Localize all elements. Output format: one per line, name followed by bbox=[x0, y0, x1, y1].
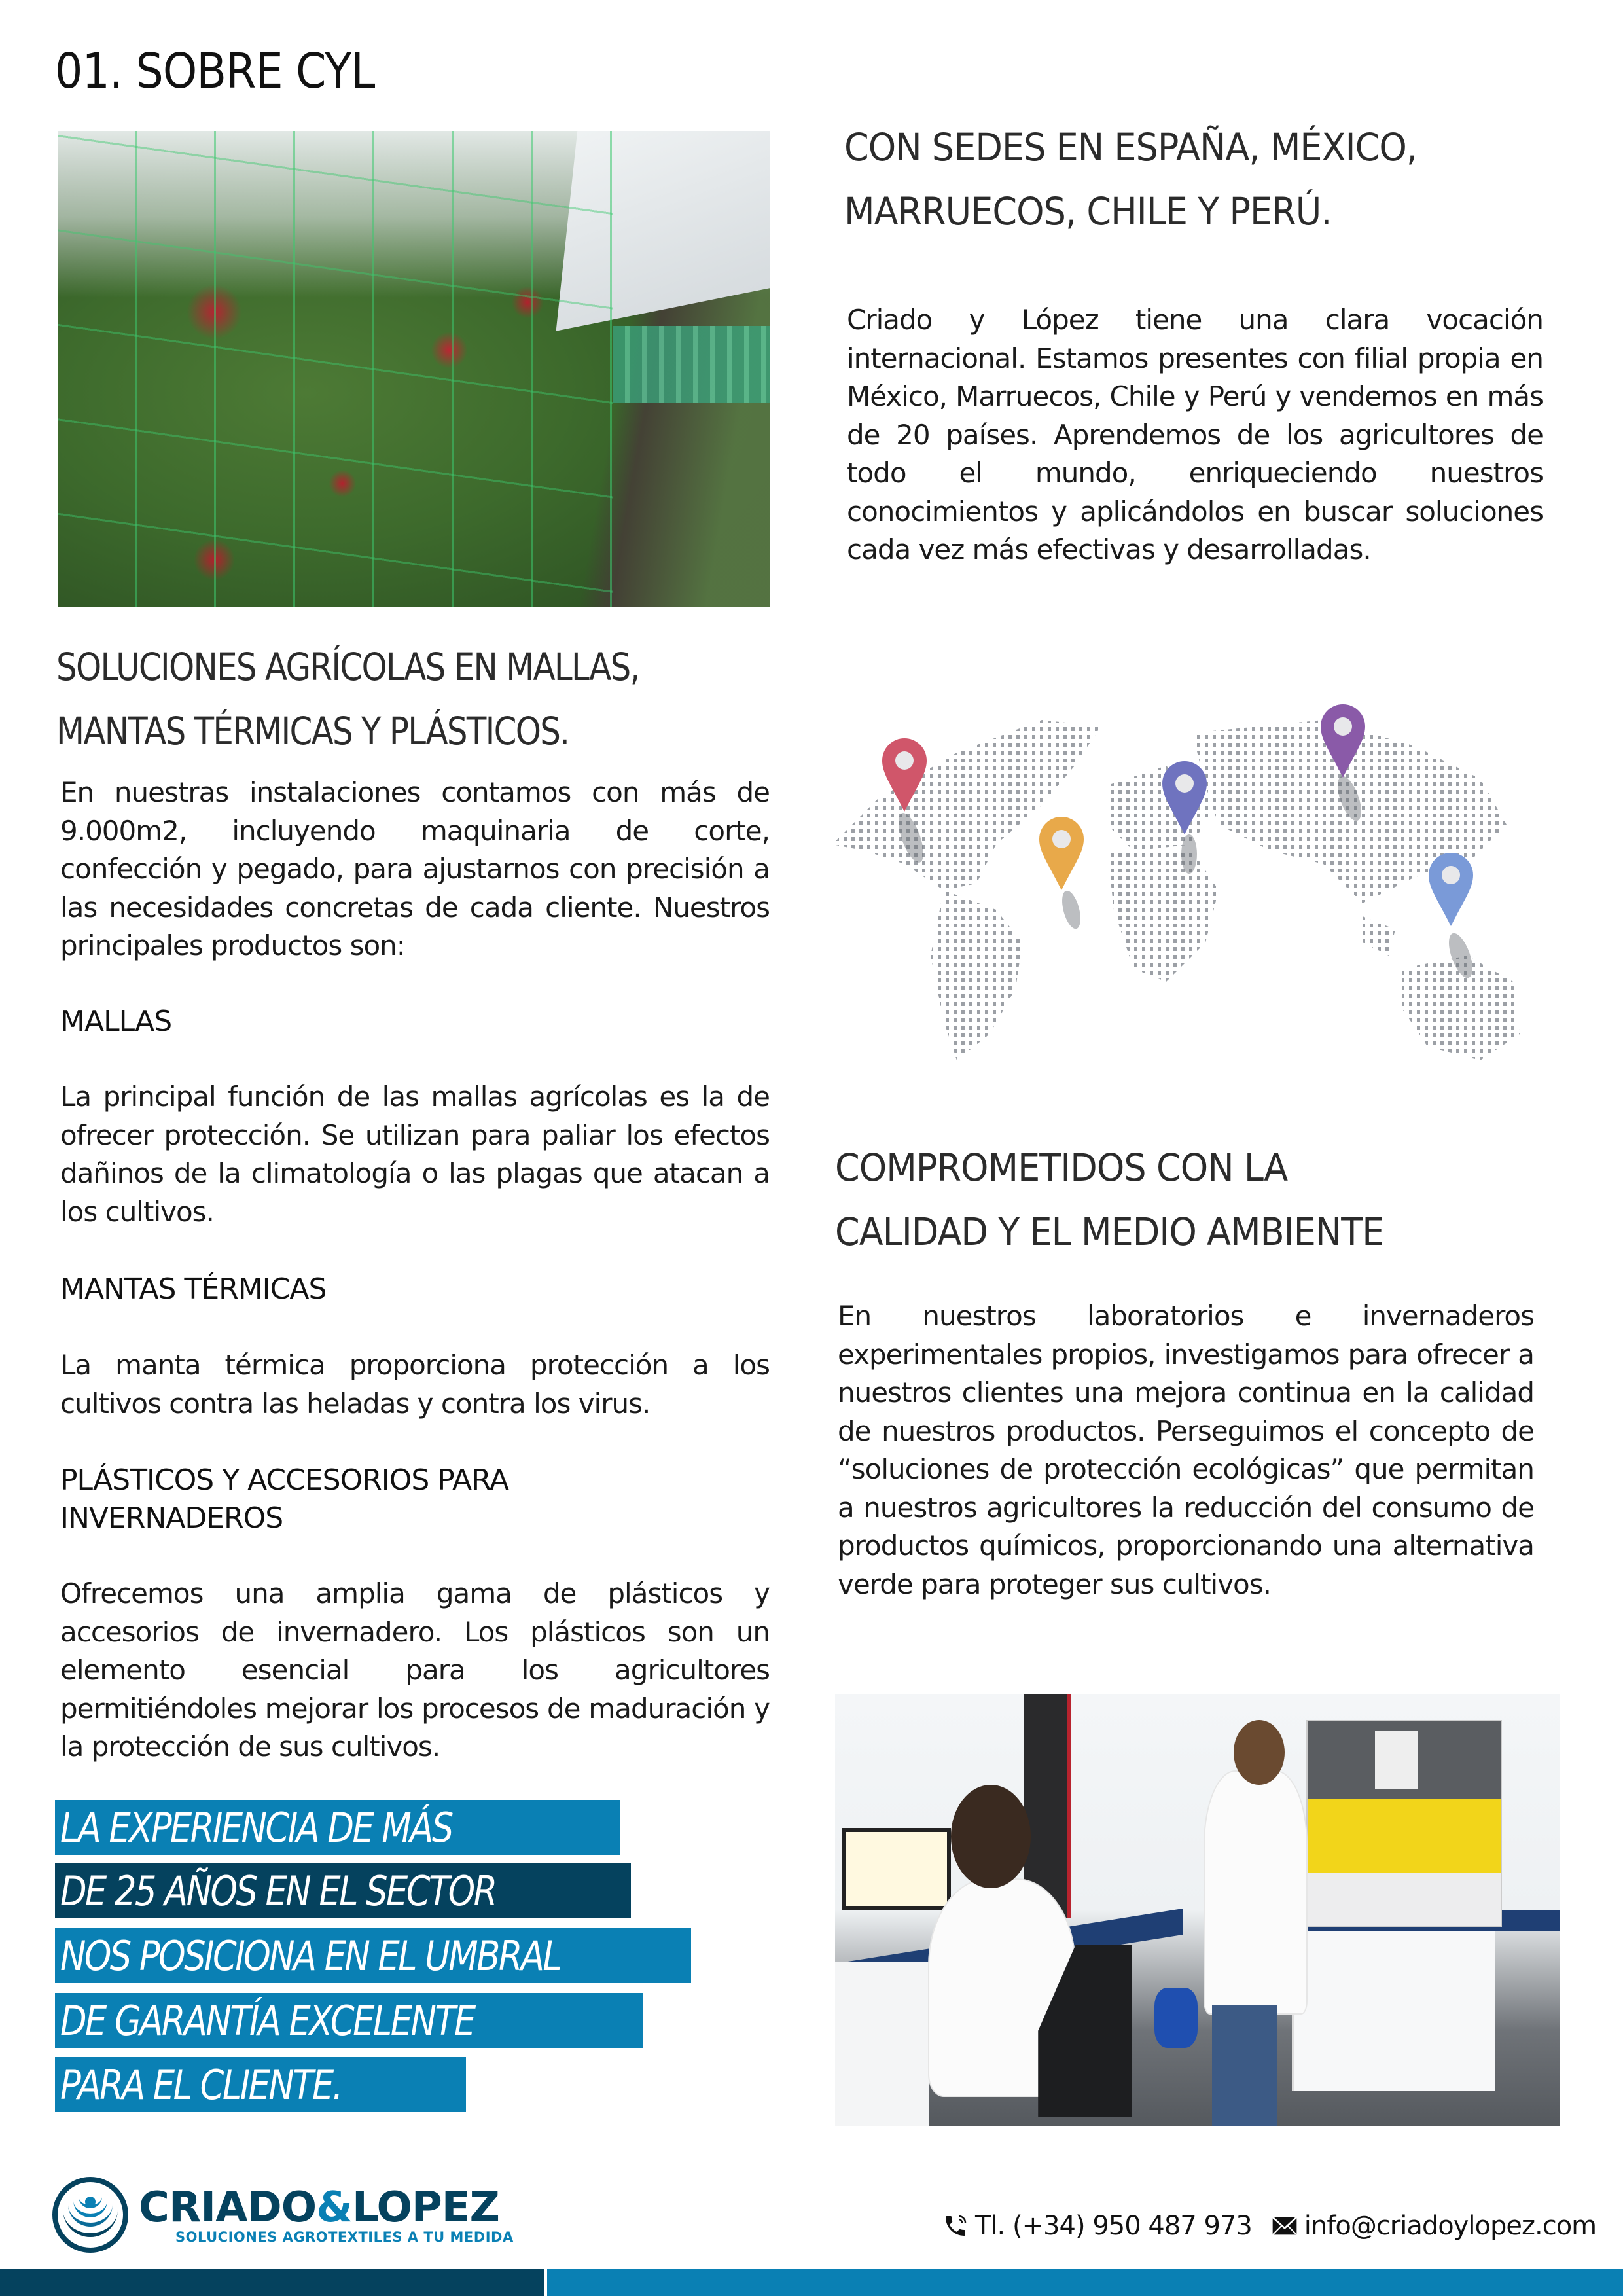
technician-standing-hair bbox=[1234, 1720, 1285, 1785]
sedes-heading bbox=[844, 115, 1520, 243]
lab-cabinet-left bbox=[835, 1962, 929, 2126]
logo-ampersand: & bbox=[316, 2183, 352, 2232]
greenhouse-green-fence bbox=[613, 326, 770, 402]
product-title-mallas: MALLAS bbox=[60, 1005, 172, 1038]
computer-monitor bbox=[842, 1828, 951, 1910]
logo-name-left: CRIADO bbox=[139, 2183, 317, 2232]
callout-line-3: NOS POSICIONA EN EL UMBRAL bbox=[60, 1931, 561, 1980]
comprometidos-heading-line-1: COMPROMETIDOS CON LA bbox=[835, 1145, 1288, 1190]
soluciones-heading-line-1: SOLUCIONES AGRÍCOLAS EN MALLAS, bbox=[56, 645, 639, 689]
page-title: 01. SOBRE CYL bbox=[55, 43, 375, 99]
callout-band-5 bbox=[55, 2057, 466, 2112]
contact-info bbox=[942, 2211, 1616, 2241]
technician-seated-hair bbox=[951, 1785, 1031, 1888]
envelope-icon bbox=[1272, 2213, 1298, 2239]
logo-name bbox=[139, 2185, 514, 2231]
pin-south-america-icon bbox=[1039, 817, 1084, 931]
company-logo bbox=[51, 2176, 514, 2254]
footer-bar-light bbox=[547, 2269, 1623, 2296]
footer-bar-dark bbox=[0, 2269, 544, 2296]
logo-wordmark bbox=[139, 2185, 514, 2245]
comprometidos-body: En nuestros laboratorios e invernaderos experimentales propios, investigamos para ofrecer a nuestros clientes una mejora continua en la calidad de nuestros productos. Perseguimos el concepto de “soluciones de protección ecológicas” que permitan a nuestros agricultores la reducción del consumo de productos químicos, proporcionando una alternativa verde para proteger sus cultivos. bbox=[838, 1300, 1534, 1600]
sedes-heading-line-2: MARRUECOS, CHILE Y PERÚ. bbox=[844, 189, 1332, 234]
callout-line-5: PARA EL CLIENTE. bbox=[60, 2060, 342, 2109]
phone-icon bbox=[942, 2213, 969, 2239]
tester-yellow-door bbox=[1308, 1799, 1501, 1873]
weathering-tester bbox=[1306, 1720, 1502, 1928]
callout-band-1 bbox=[55, 1800, 620, 1855]
sedes-heading-line-1: CON SEDES EN ESPAÑA, MÉXICO, bbox=[844, 125, 1418, 170]
soluciones-heading bbox=[56, 635, 709, 763]
contact-phone[interactable] bbox=[942, 2211, 1252, 2241]
logo-rings-icon bbox=[51, 2176, 130, 2254]
logo-name-right: LOPEZ bbox=[351, 2183, 499, 2232]
world-map-illustration bbox=[826, 694, 1533, 1086]
callout-line-4: DE GARANTÍA EXCELENTE bbox=[60, 1996, 474, 2045]
email-address: info@criadoylopez.com bbox=[1304, 2211, 1597, 2241]
soluciones-heading-line-2: MANTAS TÉRMICAS Y PLÁSTICOS. bbox=[56, 709, 569, 753]
callout-line-2: DE 25 AÑOS EN EL SECTOR bbox=[60, 1867, 496, 1915]
contact-email[interactable] bbox=[1272, 2211, 1596, 2241]
product-description-mallas: La principal función de las mallas agrícolas es la de ofrecer protección. Se utilizan para paliar los efectos dañinos de la climatología o las plagas que atacan a los cultivos. bbox=[60, 1081, 770, 1228]
logo-tagline: SOLUCIONES AGROTEXTILES A TU MEDIDA bbox=[175, 2229, 514, 2245]
callout-band-3 bbox=[55, 1928, 691, 1983]
phone-number: Tl. (+34) 950 487 973 bbox=[975, 2211, 1252, 2241]
comprometidos-heading-line-2: CALIDAD Y EL MEDIO AMBIENTE bbox=[835, 1210, 1384, 1254]
product-title-plasticos: PLÁSTICOS Y ACCESORIOS PARA INVERNADEROS bbox=[60, 1463, 509, 1535]
trellis-net bbox=[58, 131, 613, 607]
lab-photo bbox=[835, 1694, 1560, 2126]
product-description-mantas: La manta térmica proporciona protección a los cultivos contra las heladas y contra los virus. bbox=[60, 1349, 770, 1420]
callout-line-1: LA EXPERIENCIA DE MÁS bbox=[60, 1803, 452, 1852]
sedes-body: Criado y López tiene una clara vocación internacional. Estamos presentes con filial propia en México, Marruecos, Chile y Perú y vendemos en más de 20 países. Aprendemos de los agricultores de todo el mundo, enriqueciendo nuestros conocimientos y aplicándolos en buscar soluciones cada vez más efectivas y desarrolladas. bbox=[847, 304, 1543, 565]
air-compressor bbox=[1154, 1988, 1198, 2048]
technician-standing bbox=[1205, 1772, 1306, 2014]
comprometidos-heading bbox=[835, 1136, 1523, 1264]
lab-cabinet-right bbox=[1292, 1931, 1495, 2091]
technician-jeans bbox=[1212, 2005, 1277, 2126]
greenhouse-photo bbox=[58, 131, 770, 607]
callout-band-2 bbox=[55, 1863, 631, 1918]
product-title-mantas: MANTAS TÉRMICAS bbox=[60, 1272, 327, 1306]
soluciones-intro: En nuestras instalaciones contamos con más de 9.000m2, incluyendo maquinaria de corte, confección y pegado, para ajustarnos con precisión a las necesidades concretas de cada cliente. Nuestros principales productos son: bbox=[60, 776, 770, 961]
tester-screen bbox=[1375, 1731, 1418, 1789]
product-description-plasticos: Ofrecemos una amplia gama de plásticos y accesorios de invernadero. Los plásticos son un elemento esencial para los agricultores permitiéndoles mejorar los procesos de maduración y la protección de sus cultivos. bbox=[60, 1577, 770, 1763]
callout-band-4 bbox=[55, 1993, 643, 2048]
